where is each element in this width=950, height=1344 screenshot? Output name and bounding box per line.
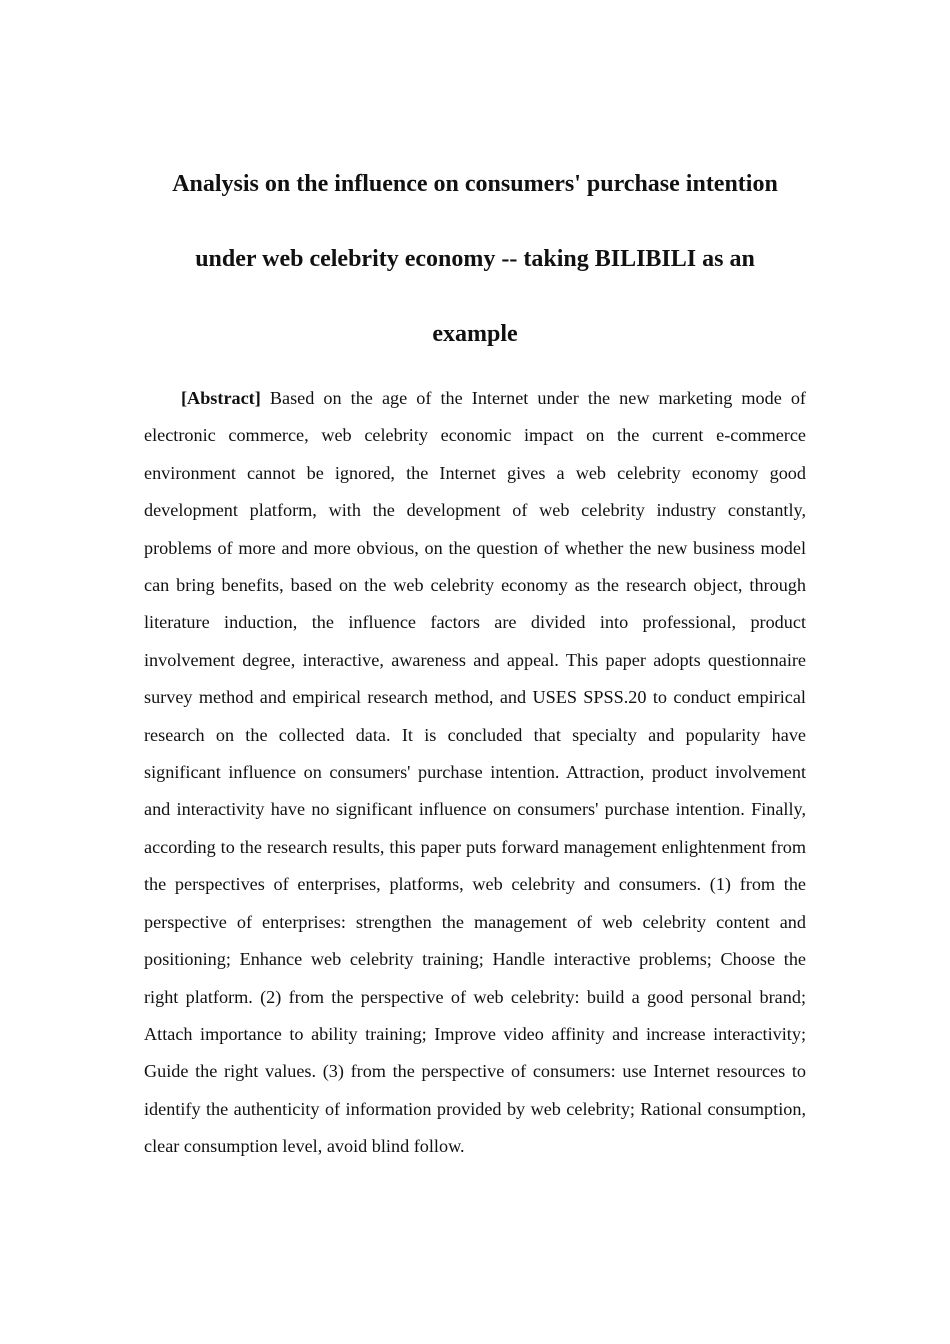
title-line-1: Analysis on the influence on consumers' purchase intention [172,171,778,197]
title-line-3: example [432,321,518,347]
abstract-body: Based on the age of the Internet under the new marketing mode of electronic commerce, web celebrity economic impact on the current e-commerce environment cannot be ignored, the Internet gives a web celebrity economy good development platform, with the development of web celebrity industry constantly, problems of more and more obvious, on the question of whether the new business model can bring benefits, based on the web celebrity economy as the research object, through literature induction, the influence factors are divided into professional, product involvement degree, interactive, awareness and appeal. This paper adopts questionnaire survey method and empirical research method, and USES SPSS.20 to conduct empirical research on the collected data. It is concluded that specialty and popularity have significant influence on consumers' purchase intention. Attraction, product involvement and interactivity have no significant influence on consumers' purchase intention. Finally, according to the research results, this paper puts forward management enlightenment from the perspectives of enterprises, platforms, web celebrity and consumers. (1) from the perspective of enterprises: strengthen the management of web celebrity content and positioning; Enhance web celebrity training; Handle interactive problems; Choose the right platform. (2) from the perspective of web celebrity: build a good personal brand; Attach importance to ability training; Improve video affinity and increase interactivity; Guide the right values. (3) from the perspective of consumers: use Internet resources to identify the authenticity of information provided by web celebrity; Rational consumption, clear consumption level, avoid blind follow. [144,388,806,1157]
abstract-paragraph [144,380,806,1166]
title-line-2: under web celebrity economy -- taking BILIBILI as an [195,246,755,272]
abstract-label: [Abstract] [181,388,261,408]
paper-title [110,147,840,372]
